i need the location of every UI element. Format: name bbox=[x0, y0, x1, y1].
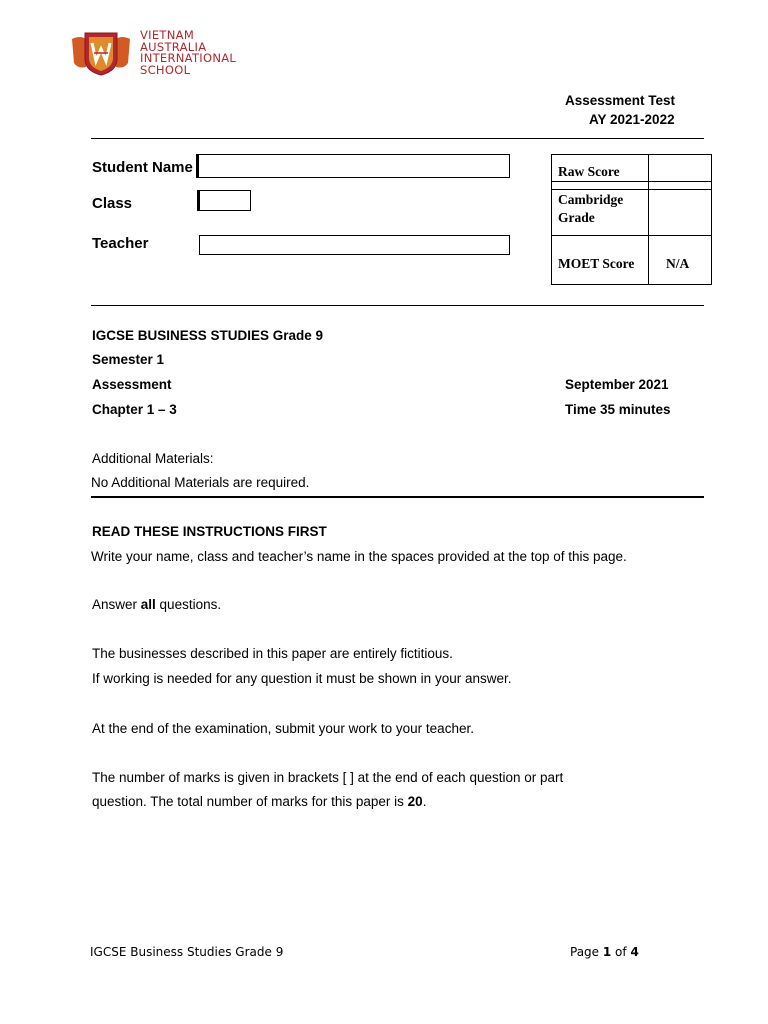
instruction-line-6: The number of marks is given in brackets [ ] at the end of each question or part bbox=[92, 770, 564, 785]
teacher-label: Teacher bbox=[92, 235, 149, 252]
instruction-line-2-bold: all bbox=[140, 597, 156, 612]
materials-heading: Additional Materials: bbox=[92, 451, 214, 466]
raw-score-label: Raw Score bbox=[558, 164, 620, 179]
instruction-line-2-post: questions. bbox=[155, 597, 222, 612]
footer-page-current: 1 bbox=[602, 945, 612, 959]
assessment-test-title: Assessment Test bbox=[565, 93, 676, 108]
student-name-label: Student Name bbox=[92, 159, 193, 176]
raw-score-value-cell[interactable] bbox=[650, 156, 710, 180]
exam-semester: Semester 1 bbox=[92, 352, 165, 367]
instruction-line-2-pre: Answer bbox=[92, 597, 141, 612]
instruction-line-7 bbox=[92, 794, 426, 809]
school-logo-text bbox=[140, 30, 236, 76]
moet-score-value: N/A bbox=[666, 256, 690, 271]
instruction-line-3: The businesses described in this paper are entirely fictitious. bbox=[92, 646, 453, 661]
instruction-line-1: Write your name, class and teacher’s name in the spaces provided at the top of this page. bbox=[91, 549, 627, 564]
footer-of-word: of bbox=[611, 945, 631, 959]
score-table-row-divider bbox=[552, 235, 711, 236]
instruction-line-7-bold: 20 bbox=[407, 794, 423, 809]
instruction-line-2 bbox=[92, 597, 221, 612]
school-logo-emblem bbox=[70, 29, 132, 77]
exam-subject: IGCSE BUSINESS STUDIES Grade 9 bbox=[92, 328, 324, 343]
footer-page-number bbox=[570, 945, 639, 959]
footer-course: IGCSE Business Studies Grade 9 bbox=[90, 945, 284, 959]
logo-line-4: SCHOOL bbox=[140, 62, 191, 77]
instruction-line-7-pre: question. The total number of marks for this paper is bbox=[92, 794, 408, 809]
score-table bbox=[551, 154, 712, 285]
cambridge-grade-label-line2: Grade bbox=[558, 210, 595, 225]
class-field[interactable] bbox=[197, 190, 251, 211]
score-table-row-divider bbox=[552, 181, 711, 182]
footer-page-total: 4 bbox=[630, 945, 639, 959]
info-divider bbox=[91, 305, 704, 306]
score-table-row-divider bbox=[552, 189, 711, 190]
cambridge-grade-value-cell[interactable] bbox=[650, 191, 710, 234]
cambridge-grade-label-line1: Cambridge bbox=[558, 192, 624, 207]
score-table-column-divider bbox=[648, 155, 649, 284]
exam-date: September 2021 bbox=[565, 377, 669, 392]
instructions-heading: READ THESE INSTRUCTIONS FIRST bbox=[92, 524, 327, 539]
academic-year: AY 2021-2022 bbox=[589, 112, 675, 127]
instruction-line-4: If working is needed for any question it must be shown in your answer. bbox=[92, 671, 512, 686]
class-label: Class bbox=[92, 195, 133, 212]
teacher-field[interactable] bbox=[199, 235, 510, 255]
exam-type: Assessment bbox=[92, 377, 172, 392]
header-divider bbox=[91, 138, 704, 139]
instruction-line-5: At the end of the examination, submit your work to your teacher. bbox=[92, 721, 474, 736]
instruction-line-7-post: . bbox=[422, 794, 427, 809]
footer-page-word: Page bbox=[570, 945, 603, 959]
materials-divider bbox=[91, 496, 704, 498]
materials-text: No Additional Materials are required. bbox=[91, 475, 310, 490]
moet-score-label: MOET Score bbox=[558, 256, 635, 271]
logo-line-3: INTERNATIONAL bbox=[140, 51, 237, 66]
exam-chapters: Chapter 1 – 3 bbox=[92, 402, 177, 417]
student-name-field[interactable] bbox=[196, 154, 510, 178]
exam-time: Time 35 minutes bbox=[565, 402, 671, 417]
logo-line-1: VIETNAM bbox=[140, 28, 195, 42]
logo-line-2: AUSTRALIA bbox=[140, 39, 207, 54]
